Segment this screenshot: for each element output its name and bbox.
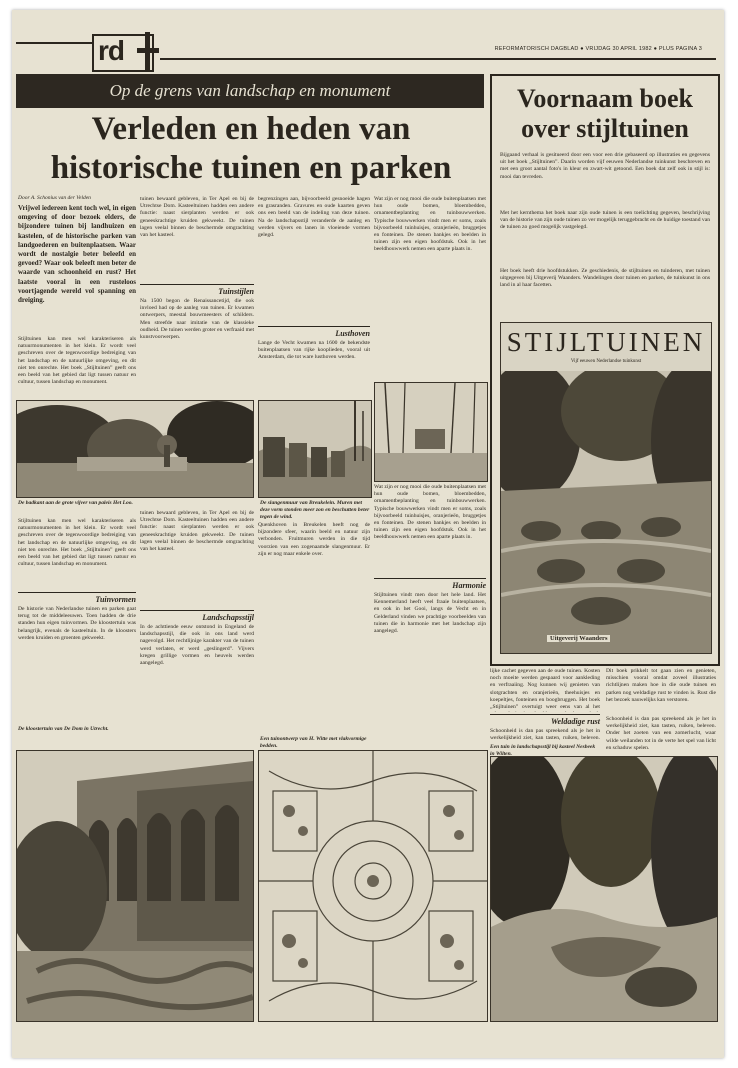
lusthoven-text: Lange de Vecht kwamen na 1600 de bekendste buitenplaatsen van rijke kooplieden, vooral uit Amsterdam, die tot ware lusthoven werden. (258, 340, 370, 361)
caption-ijpree: Een tuinontwerp van H. Witte met vlakvormige bedden. (260, 736, 367, 749)
col-right-bottom: lijke cachet gegeven aan de oude tuinen. Kosten noch moeite werden gespaard voor aankleding en verfraaiing. Nog kunnen wij genieten van slotgrachten en oranjerieën, theehuisjes en koepeltjes, fonteinen en boogbruggen. Het boek „Stijltuinen” overtuigt weer eens van al het (490, 668, 600, 711)
book-subtitle: Vijf eeuwen Nederlandse tuinkunst (570, 359, 642, 364)
caption-nesbeek: Een tuin in landschapsstijl bij kasteel Nesbeek in Wilten. (490, 744, 596, 757)
header-rule-left (16, 42, 92, 44)
caption-dom: De kloostertuin van De Dom in Utrecht. (18, 726, 109, 732)
col1b-text: Stijltuinen kan men wel karakteriseren als natuurmonumenten in het klein. Er wordt veel geschreven over de tegenwoordige bedreiging van het landschap en de natuurlijke omgeving, en dit niet ten onrechte. Het boek „Stijltuinen” geeft ons een beeld van het gebied dat ligt tussen natuur en cultuur, tussen landschap en monument. (18, 518, 136, 568)
tuinvormen-text: De historie van Nederlandse tuinen en parken gaat terug tot de middeleeuwen. Toen hadden de drie standen hun eigen tuinvormen. De kloostertuin was belangrijk, evenals de kasteeltuin. In de kloosters werden kruiden en groenten gekweekt. (18, 606, 136, 641)
landschapsstijl-text: In de achttiende eeuw ontstond in Engeland de landschapsstijl, die ook in ons land werd nagevolgd. Het rechtlijnige karakter van de tuinen werd verlaten, er werd „geslingerd”. Vijvers kregen grillige vormen en heuvels werden aangelegd. (140, 624, 254, 667)
col6b-text: Quenkhoven in Breukelen heeft nog de bijzondere sfeer, waarin beeld en natuur zijn verbonden. Fruitmuren werden in die tijd voorzien van een zogenaamde slangenmuur. Er zijn er nog maar enkele over. (258, 522, 370, 557)
subhead-tuinvormen: Tuinvormen (18, 592, 136, 604)
tuinstijlen-text: Na 1500 begon de Renaissancetijd, die ook invloed had op de aanleg van tuinen. Er kwamen ontwerpers, meestal bouwmeesters of schilders. Men streefde naar imitatie van de klassieke oudheid. De tuinen werden groter en verfraaid met kunstvoorwerpen. (140, 298, 254, 341)
sidebar-title: Voornaam boek over stijltuinen (516, 84, 693, 143)
col-far-right-bottom-b: Schoonheid is dan pas spreekend als je het in werkelijkheid ziet, kan tasten, ruiken, beleven. Onder het zoeten van een zomerlucht, waar wilde weilanden tot in de verte het spel van licht en schaduw spelen. (606, 716, 716, 751)
sidebar-box (490, 74, 720, 666)
subhead-landschapsstijl: Landschapsstijl (140, 610, 254, 622)
newspaper-page (12, 10, 724, 1058)
col2b-text: tuinen bewaard gebleven, in Ter Apel en bij de Utrechtse Dom. Kasteeltuinen hadden een andere functie: naast sierplanten werden er ook geneeskrachtige kruiden gekweekt. De tuinen lagen veelal binnen de beschermde omgrachting van het kasteel. (140, 510, 254, 553)
article-lead: Vrijwel iedereen kent toch wel, in eigen omgeving of door bezoek elders, de bijzondere tuinen bij landhuizen en kastelen, of de historische parken van landgoederen en buitenplaatsen. Waar wordt de nostalgie beter beleefd en gevoed? Waar ook beleeft men beter de waarde van schoonheid en rust? Het laatste vooral in een rusteloos voortjagende wereld vol spanning en dreiging. (18, 204, 136, 305)
book-cover-photo (501, 371, 711, 653)
col1-text: Stijltuinen kan men wel karakteriseren als natuurmonumenten in het klein. Er wordt veel geschreven over de tegenwoordige bedreiging van het landschap en de natuurlijke omgeving, en dit niet ten onrechte. Het boek „Stijltuinen” geeft ons een beeld van het gebied dat ligt tussen natuur en cultuur, tussen landschap en monument. (18, 336, 136, 386)
photo-garden-plan (258, 750, 488, 1022)
col3-text: begrenzingen aan, bijvoorbeeld gesnoeide hagen en grasranden. Gravures en oude kaarten geven ons een beeld van de indeling van deze tuinen. Na de landschapsstijl veranderde de aanleg en werden vijvers en lanen in vloeiende vormen gelegd. (258, 196, 370, 239)
photo-het-loo (16, 400, 254, 498)
photo-breukelen (258, 400, 372, 498)
plus-icon (137, 32, 159, 70)
col4b-text: Wat zijn er nog mooi die oude buitenplaatsen met hun oude bomen, bloembedden, ornamentbeplanting en tuinbouwwerken. Typische bouwwerken vindt men er soms, zoals bijvoorbeeld tuinhuisjes, oranjerieën, bruggetjes en fonteinen. De stenen bankjes en beelden in tuinen zijn een eigen hoofdstuk. Ook in het beeldhouwwerk nemen een aparte plaats in. (374, 484, 486, 541)
subhead-weldadige: Weldadige rust (490, 714, 600, 726)
col4-text: Wat zijn er nog mooi die oude buitenplaatsen met hun oude bomen, bloembedden, ornamentbeplanting en tuinbouwwerken. Typische bouwwerken vindt men er soms, zoals bijvoorbeeld tuinhuisjes, oranjerieën, bruggetjes en fonteinen. De stenen bankjes en beelden in tuinen zijn een eigen hoofdstuk. Ook in het beeldhouwwerk nemen een aparte plaats in. (374, 196, 486, 253)
col2-text: tuinen bewaard gebleven, in Ter Apel en bij de Utrechtse Dom. Kasteeltuinen hadden een andere functie: naast sierplanten werden er ook geneeskrachtige kruiden gekweekt. De tuinen lagen veelal binnen de beschermde omgrachting van het kasteel. (140, 196, 254, 239)
sidebar-body2: Met het kernthema het boek naar zijn oude tuinen is een toelichting gegeven, beschrijving van de historie van zijn oude tuinen zo ver mogelijk teruggebracht en de huidige toestand van de tuinen zo goed mogelijk vastgelegd. (500, 210, 710, 231)
photo-garden-trees (374, 382, 488, 482)
book-title: STIJLTUINEN (506, 327, 706, 357)
subhead-harmonie: Harmonie (374, 578, 486, 590)
sidebar-body3: Het boek heeft drie hoofdstukken. Ze geschiedenis, de stijltuinen en tuinderen, met tuinen uitgegeven bij Uitgeverij Waanders. Wandelingen door tuinen en parken, de tuinkunst in ons land in al haar facetten. (500, 268, 710, 289)
photo-nesbeek (490, 756, 718, 1022)
article-byline: Door A. Schonius van der Velden (18, 195, 91, 201)
book-cover (500, 322, 712, 654)
harmonie-text: Stijltuinen vindt men door het hele land. Het Kennemerland heeft veel fraaie buitenplaatsen, en ook in het Gooi, langs de Vecht en in Gelderland vinden we prachtige voorbeelden van tuinen die in harmonie met het landschap zijn aangelegd. (374, 592, 486, 635)
article-headline: Verleden en heden van historische tuinen en parken (50, 111, 452, 186)
photo-dom-cloister (16, 750, 254, 1022)
newspaper-logo: rd (92, 34, 154, 72)
weldadige-text: Schoonheid is dan pas spreekend als je het in werkelijkheid ziet, kan tasten, ruiken, beleven. (490, 728, 600, 742)
book-publisher: Uitgeverij Waanders (547, 635, 610, 642)
header-rule-right (160, 58, 716, 60)
caption-breukelen: De slangenmuur van Breukelein. Muren met deze vorm stonden meer zon en beschutten beter tegen de wind. (260, 500, 370, 520)
sidebar-body: Bijgaand verhaal is gesitueerd door een voor een drie gebaseerd op illustraties en gegevens uit het boek „Stijltuinen”. Daarin worden vijf eeuwen Nederlandse tuinkunst beschreven en met een groot aantal foto's in kleur en zwart-wit getoond. Een boek dat zelf ook in stijl is: mooi dan tevreden. (500, 152, 710, 180)
caption-het-loo: De badkant aan de grote vijver van paleis Het Loo. (18, 500, 133, 506)
masthead-line: REFORMATORISCH DAGBLAD ● VRIJDAG 30 APRIL 1982 ● PLUS PAGINA 3 (494, 46, 702, 52)
article-kicker: Op de grens van landschap en monument (16, 74, 484, 108)
subhead-lusthoven: Lusthoven (258, 326, 370, 338)
col-far-right-bottom: Dit boek prikkelt tot gaan zien en genieten, misschien vooral omdat zoveel illustraties richtlijnen maken hoe in die oude tuinen en parken nog weldadige rust te vinden is. Rust die het bezoek nauwelijks kan verstoren. (606, 668, 716, 703)
subhead-tuinstijlen: Tuinstijlen (140, 284, 254, 296)
